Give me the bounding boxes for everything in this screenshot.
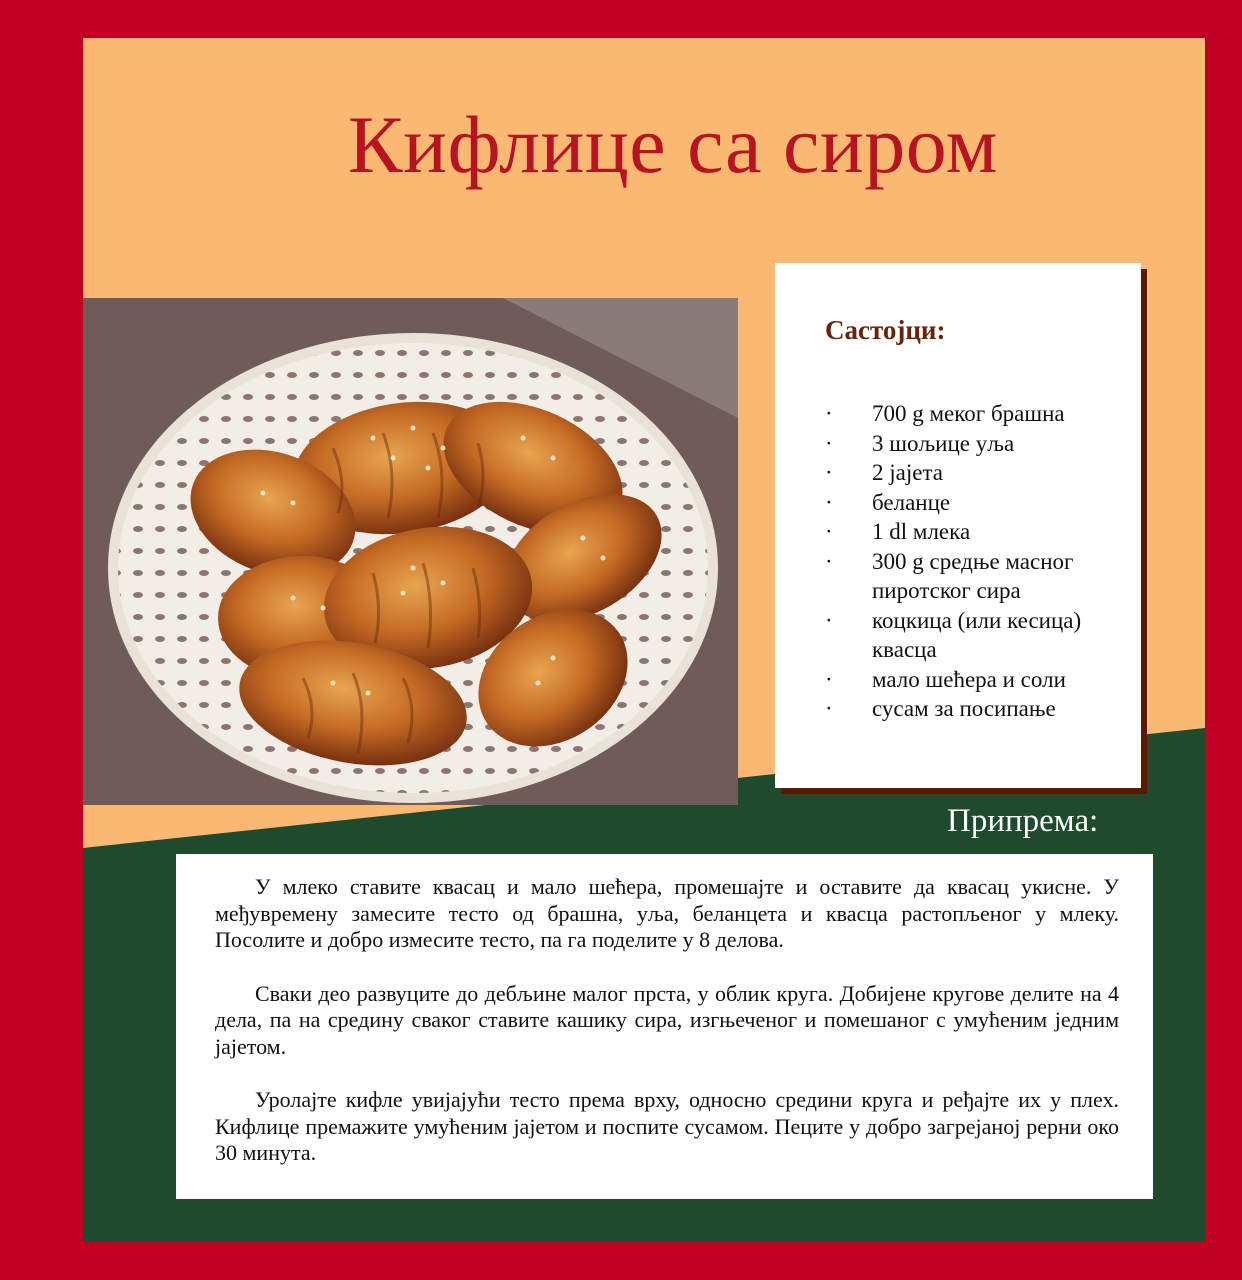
ingredient-text: мало шећера и соли [872,666,1066,692]
bullet: · [825,666,833,692]
bullet: · [825,401,833,426]
ingredients-heading: Састојци: [825,315,946,345]
croissants-photo [83,298,738,805]
bullet: · [825,460,833,485]
preparation-paragraph: Сваки део развуците до дебљине малог прста, у облик круга. Добијене кругове делите на 4 дела, па на средину сваког ставите кашику сира, изгњеченог и помешаног с умућеним једним јајетом. [215,980,1119,1059]
ingredient-text: коцкица (или кесица) квасца [872,607,1082,662]
ingredient-item [775,399,1141,429]
preparation-paragraph: Уролајте кифле увијајући тесто према врху, односно средини круга и ређајте их у плех. Кифлице премажите умућеним јајетом и поспите сусамом. Пеците у добро загрејаној рерни око 30 минута. [215,1087,1119,1165]
ingredient-text: 300 g средње масног пиротског сира [872,548,1074,603]
ingredients-list [775,399,1141,724]
recipe-title: Кифлице са сиром [347,99,999,190]
ingredient-text: 2 јајета [872,460,943,485]
ingredient-item [775,458,1141,488]
ingredient-text: 3 шољице уља [872,430,1015,456]
preparation-paragraph: У млеко ставите квасац и мало шећера, промешајте и оставите да квасац укисне. У међувремену замесите тесто од брашна, уља, беланцета и квасца растопљеног у млеку. Посолите и добро измесите тесто, па га поделите у 8 делова. [215,874,1119,952]
ingredient-item [775,488,1141,518]
bullet: · [825,607,833,633]
bullet: · [825,519,833,544]
bullet: · [825,430,833,456]
preparation-heading: Припрема: [947,803,1099,839]
ingredient-text: беланце [872,489,951,515]
bullet: · [825,489,833,515]
preparation-box [176,854,1153,1199]
ingredient-item [775,429,1141,459]
bullet: · [825,548,833,574]
bullet: · [825,696,833,721]
ingredient-item [775,547,1141,606]
ingredient-text: сусам за посипање [872,696,1056,721]
ingredient-item [775,665,1141,695]
ingredient-item [775,694,1141,724]
ingredient-text: 1 dl млека [872,519,971,544]
ingredients-box [775,263,1141,788]
ingredient-text: 700 g меког брашна [872,401,1065,426]
recipe-page [83,38,1205,1242]
ingredient-item [775,606,1141,665]
ingredient-item [775,517,1141,547]
